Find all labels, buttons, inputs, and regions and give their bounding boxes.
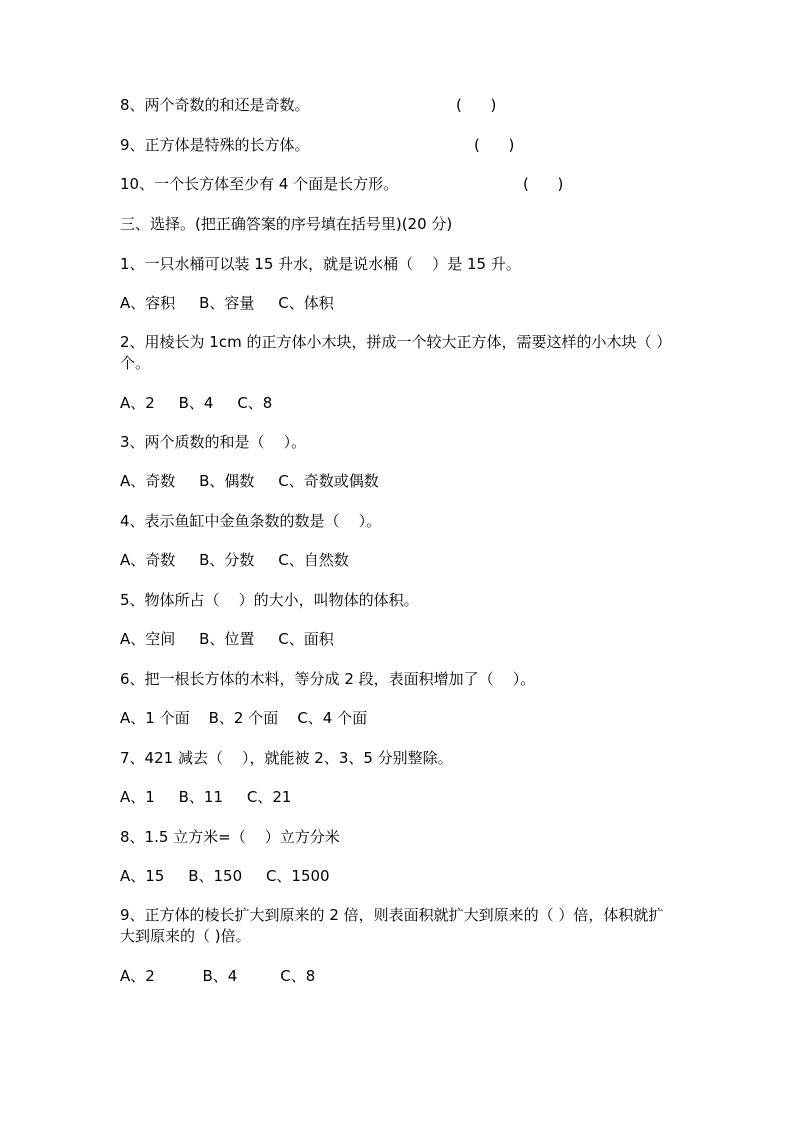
tf-answer-paren-9: ( )	[474, 136, 515, 154]
tf-answer-paren-10: ( )	[523, 175, 564, 193]
question-3: 3、两个质数的和是（ ）。	[120, 433, 307, 451]
question-9: 9、正方体的棱长扩大到原来的 2 倍，则表面积就扩大到原来的（ ）倍，体积就扩大到原来的（ )倍。	[120, 906, 664, 945]
question-4: 4、表示鱼缸中金鱼条数的数是（ ）。	[120, 512, 382, 530]
section-3-heading: 三、选择。(把正确答案的序号填在括号里)(20 分)	[120, 215, 453, 233]
question-7-options: A、1 B、11 C、21	[120, 788, 292, 806]
question-6: 6、把一根长方体的木料，等分成 2 段，表面积增加了（ ）。	[120, 670, 536, 688]
question-2-options: A、2 B、4 C、8	[120, 394, 273, 412]
question-9-options: A、2 B、4 C、8	[120, 967, 316, 985]
question-8-options: A、15 B、150 C、1500	[120, 867, 330, 885]
question-8: 8、1.5 立方米=（ ）立方分米	[120, 828, 340, 846]
question-7: 7、421 减去（ ），就能被 2、3、5 分别整除。	[120, 749, 453, 767]
question-5: 5、物体所占（ ）的大小，叫物体的体积。	[120, 591, 419, 609]
question-4-options: A、奇数 B、分数 C、自然数	[120, 551, 349, 569]
tf-answer-paren-8: ( )	[456, 96, 497, 114]
question-2: 2、用棱长为 1cm 的正方体小木块，拼成一个较大正方体，需要这样的小木块（ ）个。	[120, 333, 672, 372]
question-3-options: A、奇数 B、偶数 C、奇数或偶数	[120, 472, 379, 490]
tf-item-10: 10、一个长方体至少有 4 个面是长方形。	[120, 175, 399, 193]
tf-item-8: 8、两个奇数的和还是奇数。	[120, 96, 310, 114]
question-6-options: A、1 个面 B、2 个面 C、4 个面	[120, 709, 368, 727]
question-1: 1、一只水桶可以装 15 升水，就是说水桶（ ）是 15 升。	[120, 255, 521, 273]
question-1-options: A、容积 B、容量 C、体积	[120, 294, 334, 312]
question-5-options: A、空间 B、位置 C、面积	[120, 630, 334, 648]
tf-item-9: 9、正方体是特殊的长方体。	[120, 136, 310, 154]
